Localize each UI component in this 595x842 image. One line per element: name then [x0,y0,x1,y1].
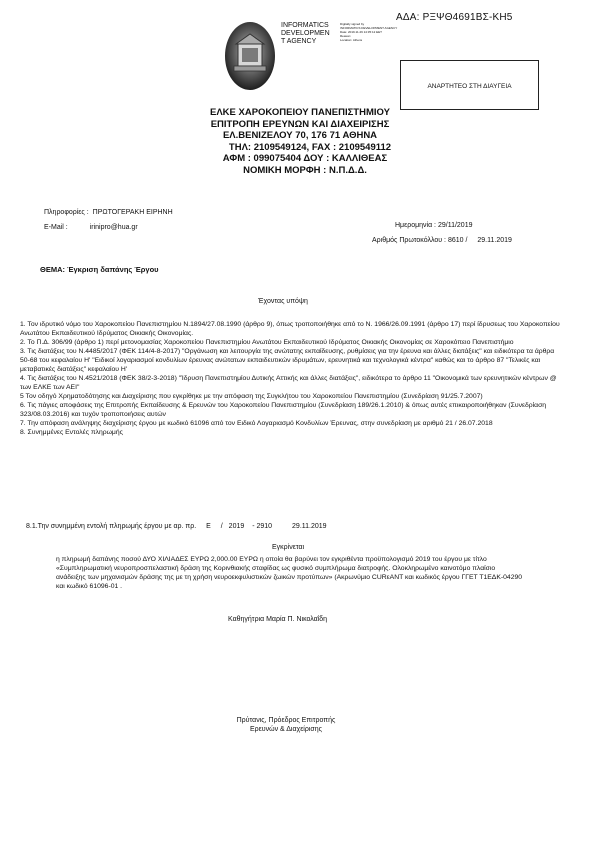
order-year: 2019 [228,523,245,530]
header-line: ΤΗΛ: 2109549124, FAX : 2109549112 [228,141,392,153]
protocol-value: 8610 / [447,237,468,244]
protocol-date: 29.11.2019 [477,237,512,244]
consideration-item: 5 Τον οδηγό Χρηματοδότησης και Διαχείρισης που εγκρίθηκε με την απόφαση της Συγκλήτου του Χαροκοπείου Πανεπιστημίου (Συνεδρίαση 91/25.7.2007) [20,393,483,400]
publish-box [400,60,539,110]
email-row [44,223,138,232]
signature-block [226,716,346,734]
protocol-row [372,236,512,245]
consideration-item: 1. Τον ιδρυτικό νόμο του Χαροκοπείου Πανεπιστημίου Ν.1894/27.08.1990 (άρθρο 9), όπως τροποποιήθηκε από το Ν. 1966/26.09.1991 (άρθρο 17) περί ίδρυσεως του Χαροκοπείου Ανωτάτου Εκπαιδευτικού Ιδρύματος Οικιακής Οικονομίας. [20,321,560,337]
considerations-list [20,320,562,437]
order-date: 29.11.2019 [292,523,327,530]
order-number: 2910 [256,523,273,530]
signature-line: Πρύτανις, Πρόεδρος Επιτροπής [236,717,336,724]
order-dash: - [252,523,255,530]
stamp-line: T AGENCY [281,38,317,46]
consideration-item: 4. Τις διατάξεις του Ν.4521/2018 (ΦΕΚ 38/2-3-2018) "Ίδρυση Πανεπιστημίου Δυτικής Αττικής και άλλες διατάξεις", ειδικότερα το άρθρο 11 "Οικονομικά των ερευνητικών κέντρων @ των ΕΛΚΕ των ΑΕΙ" [20,375,557,391]
stamp-fine-line: Location: Athens [340,38,363,42]
header-line: ΕΛΚΕ ΧΑΡΟΚΟΠΕΙΟΥ ΠΑΝΕΠΙΣΤΗΜΙΟΥ [210,107,390,118]
ada-code: ΑΔΑ: ΡΞΨΘ4691ΒΣ-ΚΗ5 [396,12,513,23]
consideration-item: 3. Τις διατάξεις του Ν.4485/2017 (ΦΕΚ 114/4-8-2017) "Οργάνωση και λειτουργία της ανώτατης εκπαίδευσης, ρυθμίσεις για την έρευνα και άλλες διατάξεις" και ειδικότερα τα άρθρα 50-68 του κεφαλαίου Η' "Ειδικοί λογαριασμοί κονδυλίων έρευνας ανώτατων εκπαιδευτικών ιδρυμάτων, ερευνητικά και τεχνολογικά κέντρα" καθώς και το άρθρο 87 "Τελικές και μεταβατικές διατάξεις" κεφαλαίου Η' [20,348,555,373]
order-text: 8.1.Την συνημμένη εντολή πληρωμής έργου με αρ. πρ. [26,523,197,530]
publish-box-label: ΑΝΑΡΤΗΤΕΟ ΣΤΗ ΔΙΑΥΓΕΙΑ [427,83,512,90]
professor-name: Καθηγήτρια Μαρία Π. Νικολαΐδη [228,616,328,623]
stamp-line: INFORMATICS [281,22,329,29]
signature-stamp-title [281,22,341,47]
date-value: 29/11/2019 [437,222,473,229]
header-line: ΕΛ.ΒΕΝΙΖΕΛΟΥ 70, 176 71 ΑΘΗΝΑ [222,130,378,141]
info-label: Πληροφορίες : [44,209,89,216]
signature-line: Ερευνών & Διαχείρισης [250,726,322,733]
consideration-item: 2. Το Π.Δ. 306/99 (άρθρο 1) περί μετονομασίας Χαροκοπείου Πανεπιστημίου Ανωτάτου Εκπαιδευτικού Ιδρύματος Οικιακής Οικονομίας σε Χαροκόπειο Πανεπιστήμιο [20,339,514,346]
header-line: ΝΟΜΙΚΗ ΜΟΡΦΗ : Ν.Π.Δ.Δ. [243,164,367,176]
date-label: Ημερομηνία : [395,222,437,229]
approved-heading: Εγκρίνεται [272,544,305,551]
university-seal [224,20,276,92]
having-seen: Έχοντας υπόψη [258,298,308,305]
email-label: E-Mail : [44,224,68,231]
stamp-line: DEVELOPMEN [281,30,330,38]
approval-text: η πληρωμή δαπάνης ποσού ΔΥΟ ΧΙΛΙΑΔΕΣ ΕΥΡΩ 2,000.00 ΕΥΡΩ η οποία θα βαρύνει τον εγκριθέντα προϋπολογισμό 2019 του έργου με τίτλο «Συμπληρωματική νευροπροσπελαστική δράση της Κορινθιακής σταφίδας ως φυσικό συμπλήρωμα διατροφής. Ολοκληρωμένο καινοτόμο πλαίσιο ανάδειξης των μηχανισμών δράσης της με τη χρήση νευροεκφυλιστικών ζωικών προτύπων» (Ακρωνύμιο CURεANT και κωδικός έργου ΓΓΕΤ Τ1ΕΔΚ-04290 και κωδικό 61096-01 . [56,556,523,590]
stamp-fine-line: INFORMATICS DEVELOPMENT AGENCY [340,26,398,30]
email-value: irinipro@hua.gr [89,224,138,231]
consideration-item: 8. Συνημμένες Εντολές πληρωμής [20,429,123,436]
subject: ΘΕΜΑ: Έγκριση δαπάνης Έργου [40,265,159,274]
protocol-label: Αριθμός Πρωτοκόλλου : [372,237,446,244]
institution-header [150,107,450,176]
stamp-fine-line: Date: 2019.11.29 14:35:12 EET [340,30,382,34]
date-row [395,221,472,230]
signature-stamp-details [340,22,400,42]
header-line: ΑΦΜ : 099075404 ΔΟΥ : ΚΑΛΛΙΘΕΑΣ [222,153,388,164]
order-series: Ε [206,523,211,530]
header-line: ΕΠΙΤΡΟΠΗ ΕΡΕΥΝΩΝ ΚΑΙ ΔΙΑΧΕΙΡΙΣΗΣ [210,118,390,130]
stamp-fine-line: Digitally signed by [340,22,365,26]
consideration-item: 6. Τις πάγιες αποφάσεις της Επιτροπής Εκπαίδευσης & Ερευνών του Χαροκοπείου Πανεπιστημίου (Συνεδρίαση 189/26.1.2010) & όπως αυτές επικαιροποιήθηκαν (Συνεδρίαση 323/08.03.2016) και τυχόν τροποποιήσεις αυτών [20,402,547,418]
payment-order-line [26,522,327,531]
order-slash: / [220,523,223,530]
consideration-item: 7. Την απόφαση ανάληψης διαχείρισης έργου με κωδικό 61096 από τον Ειδικό Λογαριασμό Κονδυλίων Έρευνας, στην συνεδρίαση με αριθμό 21 / 26.07.2018 [20,420,493,427]
info-value: ΠΡΩΤΟΓΕΡΑΚΗ ΕΙΡΗΝΗ [92,209,173,216]
info-row [44,208,173,217]
stamp-fine-line: Reason: [340,34,352,38]
